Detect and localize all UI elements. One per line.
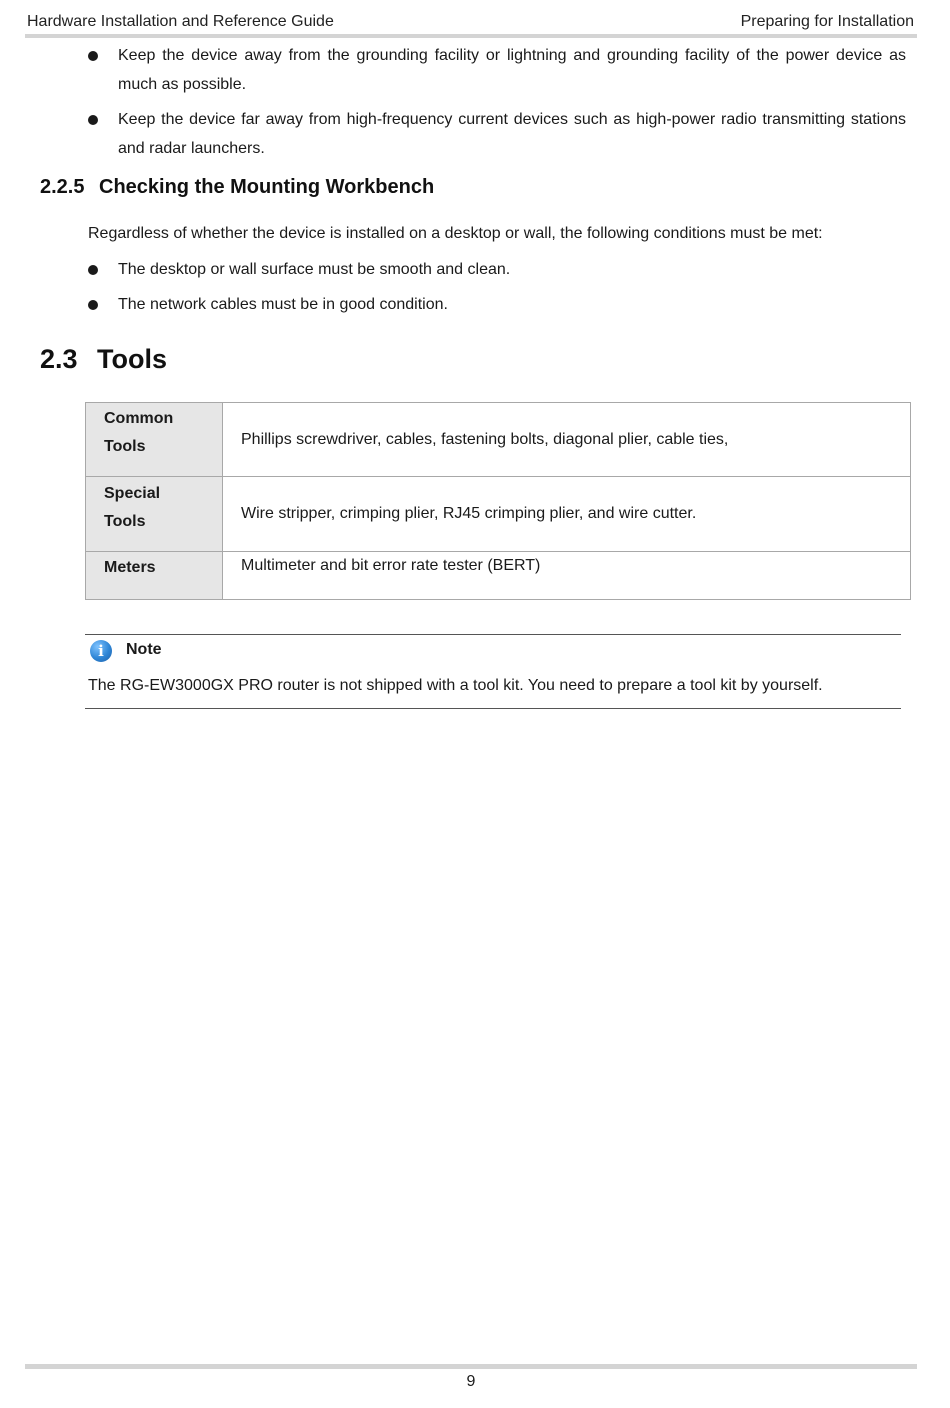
list-item-text: much as possible. bbox=[118, 76, 247, 93]
tools-table bbox=[85, 402, 911, 600]
section-heading bbox=[40, 344, 167, 375]
table-cell: Wire stripper, crimping plier, RJ45 crimping plier, and wire cutter. bbox=[223, 477, 911, 552]
list-item-text: Keep the device away from the grounding facility or lightning and grounding facility of the power device as bbox=[118, 47, 906, 64]
section-title: Tools bbox=[97, 344, 167, 374]
table-row-header: Meters bbox=[86, 552, 223, 600]
section-number: 2.2.5 bbox=[40, 176, 85, 198]
info-icon: i bbox=[90, 640, 112, 662]
note-text: The RG-EW3000GX PRO router is not shipped with a tool kit. You need to prepare a tool kit by yourself. bbox=[88, 677, 823, 694]
list-item bbox=[88, 105, 906, 163]
table-row-header: Common Tools bbox=[86, 403, 223, 477]
note-top-divider bbox=[85, 634, 901, 635]
page-number: 9 bbox=[466, 1373, 476, 1390]
bullet-icon bbox=[88, 51, 98, 61]
header-doc-title: Hardware Installation and Reference Guide bbox=[27, 13, 334, 30]
section-title: Checking the Mounting Workbench bbox=[99, 176, 435, 198]
table-cell: Phillips screwdriver, cables, fastening bolts, diagonal plier, cable ties, bbox=[223, 403, 911, 477]
table-row bbox=[86, 552, 911, 600]
section-heading bbox=[40, 176, 434, 199]
list-item-text: Keep the device far away from high-frequency current devices such as high-power radio transmitting stations bbox=[118, 111, 906, 128]
list-item bbox=[88, 41, 906, 99]
list-item bbox=[88, 255, 906, 284]
list-item-text: The desktop or wall surface must be smooth and clean. bbox=[118, 261, 511, 278]
table-cell: Multimeter and bit error rate tester (BERT) bbox=[223, 552, 911, 600]
bullet-icon bbox=[88, 265, 98, 275]
section-intro: Regardless of whether the device is installed on a desktop or wall, the following conditions must be met: bbox=[88, 225, 823, 242]
bullet-icon bbox=[88, 115, 98, 125]
table-row bbox=[86, 403, 911, 477]
list-item-text: and radar launchers. bbox=[118, 140, 265, 157]
note-bottom-divider bbox=[85, 708, 901, 709]
bullet-icon bbox=[88, 300, 98, 310]
header-chapter-title: Preparing for Installation bbox=[740, 13, 914, 30]
list-item-text: The network cables must be in good condition. bbox=[118, 296, 448, 313]
page-header bbox=[27, 13, 914, 35]
list-item bbox=[88, 290, 906, 319]
table-row bbox=[86, 477, 911, 552]
footer-divider bbox=[25, 1364, 917, 1369]
table-row-header: Special Tools bbox=[86, 477, 223, 552]
note-title: Note bbox=[126, 641, 162, 658]
header-divider bbox=[25, 34, 917, 38]
section-number: 2.3 bbox=[40, 344, 78, 374]
